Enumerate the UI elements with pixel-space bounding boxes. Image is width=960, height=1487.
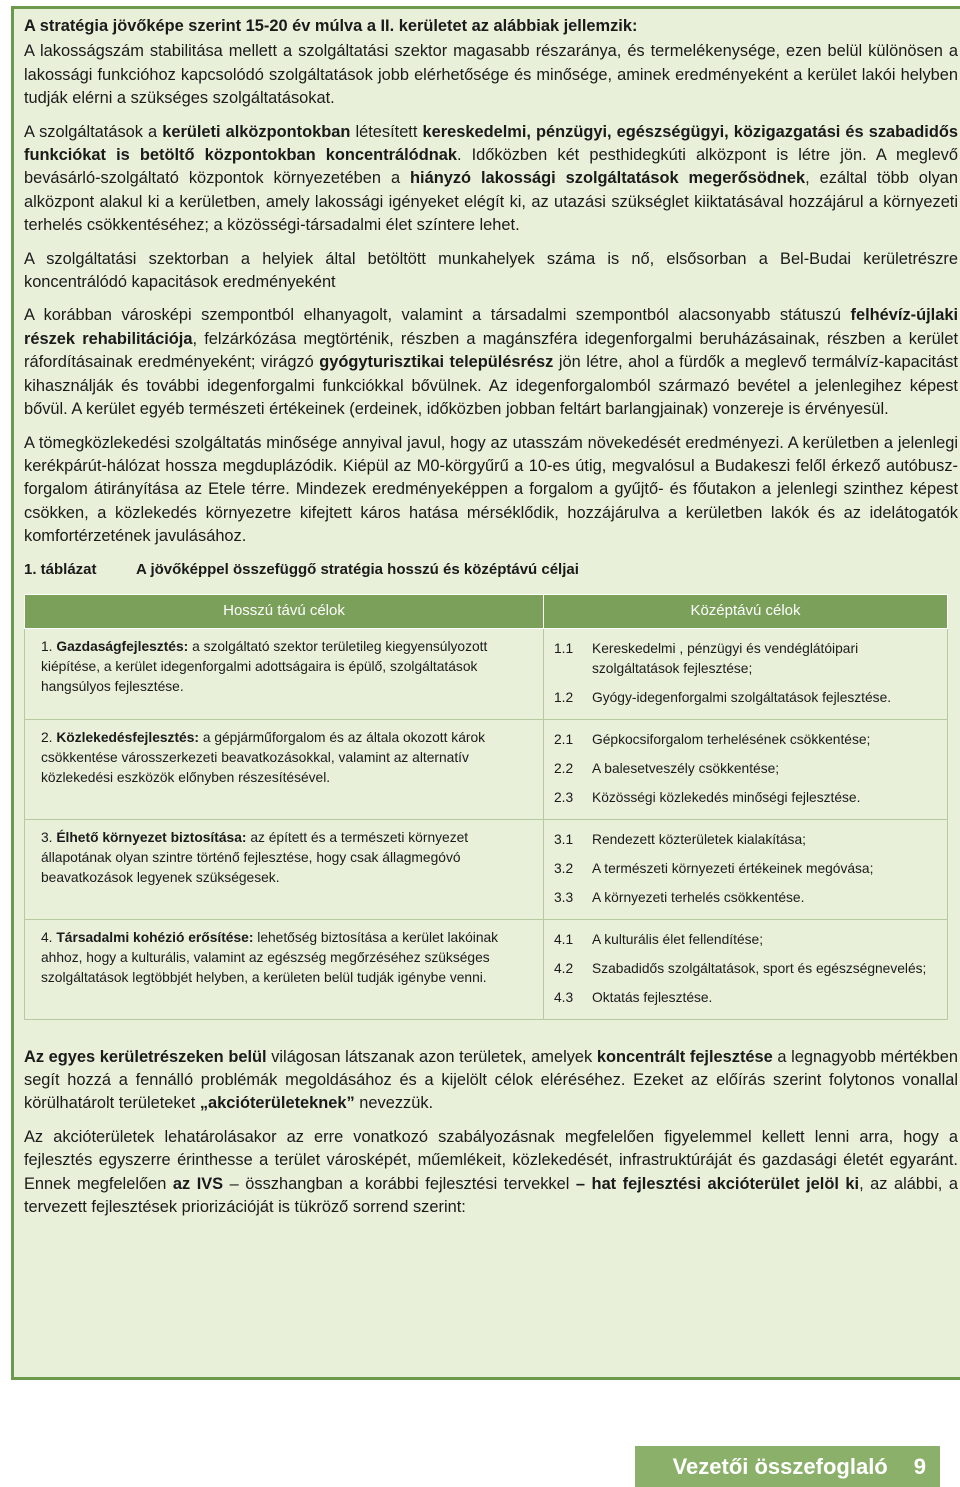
column-header-long-term: Hosszú távú célok — [25, 594, 544, 628]
table-row — [25, 628, 948, 719]
mid-term-goals — [544, 719, 948, 819]
mid-term-item: 3.1 Rendezett közterületek kialakítása; — [554, 831, 806, 847]
mid-term-item: 3.3 A környezeti terhelés csökkentése. — [554, 889, 805, 905]
mid-term-item: 1.2 Gyógy-idegenforgalmi szolgáltatások fejlesztése. — [554, 689, 892, 705]
mid-term-item: 4.2 Szabadidős szolgáltatások, sport és egészségnevelés; — [554, 960, 927, 976]
paragraph-services: A lakosságszám stabilitása mellett a szolgáltatási szektor magasabb részaránya, és termelékenysége, ezen belül különösen a lakossági funkcióhoz kapcsolódó szolgáltatások jobb elérhetősége és minősége, aminek eredményeként a kerület lakói helyben tudják elérni a szükséges szolgáltatásokat. — [24, 42, 958, 108]
paragraph-transport: A tömegközlekedési szolgáltatás minősége annyival javul, hogy az utasszám növekedését eredményezi. A kerületben a jelenlegi kerékpárút-hálózat hossza megduplázódik. Kiépül az M0-körgyűrű a 10-es útig, megvalósul a Budakeszi felől érkező autóbusz-forgalom átirányítása az Etele térre. Mindezek eredményeképpen a forgalom a gyűjtő- és főutakon a jelenlegi szinthez képest csökken, a közlekedés környezetre kifejtett káros hatása mérséklődik, hozzájárulva a kerületben lakók és az idelátogatók komfortérzetének javulásához. — [24, 433, 958, 546]
page-footer — [0, 1446, 960, 1487]
mid-term-item: 4.3 Oktatás fejlesztése. — [554, 989, 713, 1005]
mid-term-item: 2.1 Gépkocsiforgalom terhelésének csökkentése; — [554, 731, 871, 747]
long-term-goal: 1. Gazdaságfejlesztés: a szolgáltató szektor területileg kiegyensúlyozott kiépítése, a kerület idegenforgalmi adottságaira is épülő, szolgáltatások hangsúlyos fejlesztése. — [25, 628, 544, 719]
table-row — [25, 719, 948, 819]
long-term-goal: 2. Közlekedésfejlesztés: a gépjárműforgalom és az általa okozott károk csökkentése városszerkezeti beavatkozásokkal, valamint az alternatív közlekedési eszközök előnyben részesítésével. — [25, 719, 544, 819]
page-number: 9 — [913, 1453, 926, 1479]
mid-term-item: 4.1 A kulturális élet fellendítése; — [554, 931, 764, 947]
section-heading: A stratégia jövőképe szerint 15-20 év múlva a II. kerületet az alábbiak jellemzik: — [24, 17, 638, 35]
long-term-goal: 4. Társadalmi kohézió erősítése: lehetőség biztosítása a kerület lakóinak ahhoz, hogy a kulturális, valamint az egészség megőrzéséhez szükséges szolgáltatások legtöbbjét helyben, a kerületen belül tudják igénybe venni. — [25, 919, 544, 1019]
footer-section-title: Vezetői összefoglaló 9 — [635, 1446, 940, 1487]
table-caption — [24, 561, 958, 578]
table-row — [25, 819, 948, 919]
mid-term-goals — [544, 819, 948, 919]
table-row — [25, 919, 948, 1019]
mid-term-item: 2.2 A balesetveszély csökkentése; — [554, 760, 780, 776]
paragraph-rehabilitation: A korábban városképi szempontból elhanyagolt, valamint a társadalmi szempontból alacsonyabb státuszú felhévíz-újlaki részek rehabilitációja, felzárkózása megtörténik, részben a magánszféra idegenforgalmi beruházásainak, részben a kerület ráfordításainak eredményeként; virágzó gyógyturisztikai településrész jön létre, ahol a fürdők a meglevő termálvíz-kapacitást kihasználják és további idegenforgalmi funkciókkal bővülnek. Az idegenforgalomból származó bevétel a jelenlegihez képest bővül. A kerület egyéb természeti értékeinek (erdeinek, időközben jobban feltárt barlangjainak) vonzereje is érvényesül. — [24, 306, 958, 419]
mid-term-goals — [544, 919, 948, 1019]
paragraph-jobs: A szolgáltatási szektorban a helyiek által betöltött munkahelyek száma is nő, elsősorban a Bel-Budai kerületrészre koncentrálódó kapacitások eredményeként — [24, 249, 958, 292]
paragraph-subcenters: A szolgáltatások a kerületi alközpontokban létesített kereskedelmi, pénzügyi, egészségügyi, közigazgatási és szabadidős funkciókat is betöltő központokban koncentrálódnak. Időközben két pesthidegkúti alközpont is létre jön. A meglevő bevásárló-szolgáltató központok környezetében a hiányzó lakossági szolgáltatások megerősödnek, ezáltal több olyan alközpont alakul ki a kerületben, amely lakossági igényeket elégít ki, az utazási szükséglet kiiktatásával hozzájárul a környezeti terhelés csökkentéséhez; a közösségi-társadalmi élet színtere lehet. — [24, 122, 959, 235]
goals-table — [24, 594, 948, 1020]
long-term-goal: 3. Élhető környezet biztosítása: az épített és a természeti környezet állapotának olyan szintre történő fejlesztése, hogy csak állagmegóvó beavatkozások legyenek szükségesek. — [25, 819, 544, 919]
mid-term-item: 2.3 Közösségi közlekedés minőségi fejlesztése. — [554, 789, 861, 805]
column-header-mid-term: Középtávú célok — [544, 594, 948, 628]
mid-term-goals — [544, 628, 948, 719]
paragraph-action-areas: Az egyes kerületrészeken belül világosan látszanak azon területek, amelyek koncentrált fejlesztése a legnagyobb mértékben segít hozzá a fennálló problémák megoldásához és a kijelölt célok eléréséhez. Ezeket az előírás szerint folytonos vonallal körülhatárolt területeket „akcióterületeknek” nevezzük. — [24, 1047, 958, 1113]
table-number: 1. táblázat — [24, 560, 97, 578]
content-panel — [11, 6, 960, 1380]
paragraph-ivs: Az akcióterületek lehatárolásakor az erre vonatkozó szabályozásnak megfelelően figyelemmel kellett lenni arra, hogy a fejlesztés egyszerre érinthesse a terület városképét, műemlékeit, közlekedését, infrastruktúráját és gazdasági életét egyaránt. Ennek megfelelően az IVS – összhangban a korábbi fejlesztési tervekkel – hat fejlesztési akcióterület jelöl ki, az alábbi, a tervezett fejlesztések priorizációját is tükröző sorrend szerint: — [24, 1127, 958, 1216]
mid-term-item: 3.2 A természeti környezeti értékeinek megóvása; — [554, 860, 874, 876]
table-title: A jövőképpel összefüggő stratégia hosszú és középtávú céljai — [136, 560, 579, 578]
mid-term-item: 1.1 Kereskedelmi , pénzügyi és vendéglátóipari szolgáltatások fejlesztése; — [554, 640, 859, 676]
